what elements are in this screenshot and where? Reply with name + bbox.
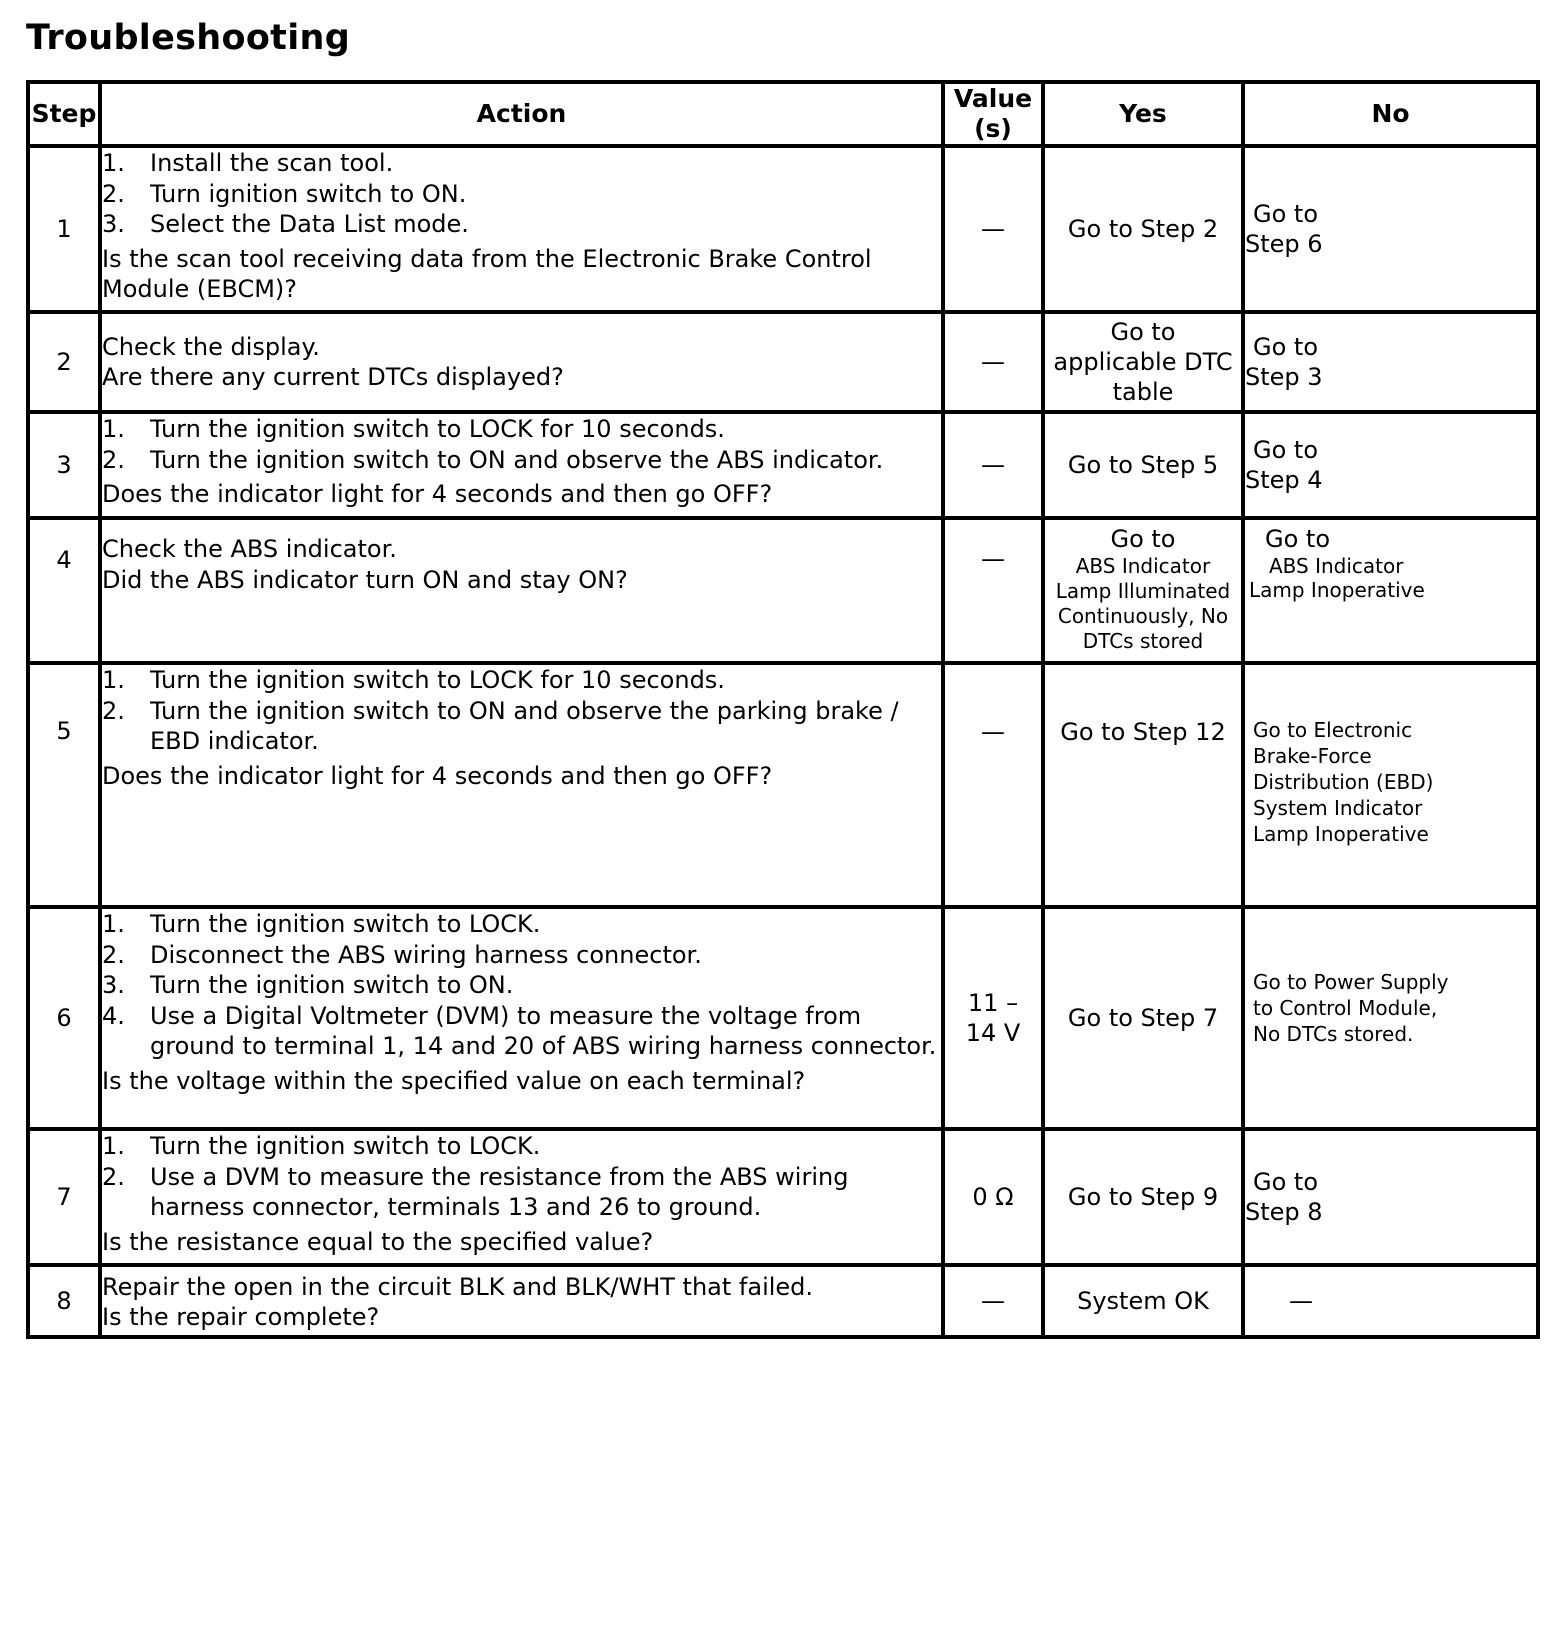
page-title: Troubleshooting	[26, 18, 351, 58]
yes-line: Go to	[1110, 525, 1176, 553]
no-cell	[1243, 663, 1538, 907]
yes-cell: Go to Step 7	[1043, 907, 1243, 1129]
yes-cell: Go to Step 12	[1043, 663, 1243, 907]
no-cell	[1243, 412, 1538, 518]
no-line: Go to	[1253, 436, 1319, 464]
action-list	[102, 665, 941, 757]
step-number: 6	[28, 907, 100, 1129]
action-item: 2. Turn ignition switch to ON.	[102, 179, 467, 208]
no-line: Go to Power Supply	[1253, 970, 1449, 994]
action-item-text: Install the scan tool.	[150, 149, 394, 177]
action-item-text: Turn the ignition switch to ON.	[150, 971, 514, 999]
yes-cell: System OK	[1043, 1265, 1243, 1337]
no-cell: —	[1243, 1265, 1538, 1337]
table-row	[28, 1129, 1538, 1265]
step-number: 8	[28, 1265, 100, 1337]
action-item: 1. Turn the ignition switch to LOCK.	[102, 910, 541, 938]
action-item-text: Turn ignition switch to ON.	[150, 179, 467, 208]
action-item-text: Use a DVM to measure the resistance from the ABS wiring harness connector, terminals 13 and 26 to ground.	[150, 1162, 849, 1221]
action-item-text: Turn the ignition switch to LOCK.	[150, 910, 541, 938]
no-cell	[1243, 907, 1538, 1129]
action-question: Is the voltage within the specified value on each terminal?	[102, 1066, 806, 1095]
action-item-text: Turn the ignition switch to LOCK for 10 seconds.	[150, 415, 725, 443]
step-number: 2	[28, 312, 100, 412]
value-line: 14 V	[965, 1019, 1021, 1047]
yes-cell: Go to Step 2	[1043, 146, 1243, 312]
value-cell: —	[943, 663, 1043, 907]
step-number: 7	[28, 1129, 100, 1265]
action-question: Is the scan tool receiving data from the Electronic Brake Control Module (EBCM)?	[102, 244, 872, 303]
action-list	[102, 148, 941, 240]
action-cell	[100, 1265, 943, 1337]
no-line: Step 4	[1245, 466, 1323, 494]
action-item-text: Disconnect the ABS wiring harness connector.	[150, 940, 702, 969]
action-text: Check the display.	[102, 332, 320, 361]
action-item-text: Select the Data List mode.	[150, 210, 469, 238]
action-cell	[100, 1129, 943, 1265]
no-line: Go to	[1253, 333, 1319, 361]
header-value-line1: Value	[953, 84, 1033, 113]
yes-line: Lamp Illuminated	[1055, 579, 1231, 603]
yes-line: table	[1112, 378, 1174, 406]
no-line: Step 8	[1245, 1198, 1323, 1226]
value-cell: 0 Ω	[943, 1129, 1043, 1265]
action-item-text: Turn the ignition switch to LOCK for 10 seconds.	[150, 666, 725, 694]
action-cell	[100, 663, 943, 907]
action-item: 1. Turn the ignition switch to LOCK for 10 seconds.	[102, 415, 725, 443]
action-item: 4. Use a Digital Voltmeter (DVM) to measure the voltage from ground to terminal 1, 14 and 20 of ABS wiring harness connector.	[102, 1001, 937, 1060]
yes-line: DTCs stored	[1082, 629, 1204, 653]
yes-line: Go to	[1110, 318, 1176, 346]
action-item: 1. Turn the ignition switch to LOCK.	[102, 1132, 541, 1160]
value-cell: —	[943, 412, 1043, 518]
yes-cell	[1043, 518, 1243, 663]
no-line: Step 6	[1245, 230, 1323, 258]
no-cell	[1243, 146, 1538, 312]
yes-line: ABS Indicator	[1075, 554, 1211, 578]
action-cell	[100, 907, 943, 1129]
action-cell	[100, 412, 943, 518]
action-item-text: Use a Digital Voltmeter (DVM) to measure the voltage from ground to terminal 1, 14 and 20 of ABS wiring harness connector.	[150, 1001, 937, 1060]
no-line: System Indicator	[1253, 796, 1423, 820]
header-no: No	[1243, 82, 1538, 146]
table-row	[28, 907, 1538, 1129]
yes-line: Continuously, No	[1057, 604, 1229, 628]
yes-line: applicable DTC	[1053, 348, 1233, 376]
action-question: Does the indicator light for 4 seconds and then go OFF?	[102, 761, 773, 790]
no-line: Lamp Inoperative	[1249, 578, 1425, 602]
action-item-text: Turn the ignition switch to ON and observe the parking brake / EBD indicator.	[150, 696, 899, 755]
no-cell	[1243, 312, 1538, 412]
table-row	[28, 312, 1538, 412]
action-item: 3. Select the Data List mode.	[102, 210, 469, 238]
header-value-line2: (s)	[974, 114, 1012, 143]
yes-cell: Go to Step 9	[1043, 1129, 1243, 1265]
no-line: Distribution (EBD)	[1253, 770, 1434, 794]
action-text: Check the ABS indicator.	[102, 535, 397, 563]
troubleshooting-table	[26, 80, 1540, 1339]
step-number: 1	[28, 146, 100, 312]
header-value	[943, 82, 1043, 146]
no-line: Lamp Inoperative	[1253, 822, 1429, 846]
header-yes: Yes	[1043, 82, 1243, 146]
header-action: Action	[100, 82, 943, 146]
no-line: to Control Module,	[1253, 996, 1438, 1020]
table-row	[28, 412, 1538, 518]
table-row	[28, 518, 1538, 663]
step-number: 5	[28, 663, 100, 907]
action-item-text: Turn the ignition switch to LOCK.	[150, 1132, 541, 1160]
table-row	[28, 1265, 1538, 1337]
step-number: 4	[28, 518, 100, 663]
no-cell	[1243, 518, 1538, 663]
yes-cell: Go to Step 5	[1043, 412, 1243, 518]
table-header-row	[28, 82, 1538, 146]
action-item: 2. Disconnect the ABS wiring harness connector.	[102, 940, 702, 969]
value-line: 11 –	[967, 989, 1019, 1017]
action-list	[102, 909, 941, 1062]
value-cell: —	[943, 518, 1043, 663]
action-list	[102, 414, 941, 475]
value-cell: —	[943, 146, 1043, 312]
no-cell	[1243, 1129, 1538, 1265]
value-cell	[943, 907, 1043, 1129]
action-item-text: Turn the ignition switch to ON and observe the ABS indicator.	[150, 445, 884, 474]
action-question: Is the repair complete?	[102, 1303, 380, 1331]
no-line: Go to	[1253, 1168, 1319, 1196]
action-item: 3. Turn the ignition switch to ON.	[102, 971, 514, 999]
action-question: Is the resistance equal to the specified value?	[102, 1227, 654, 1256]
action-item: 2. Turn the ignition switch to ON and observe the parking brake / EBD indicator.	[102, 696, 899, 755]
no-line: Go to	[1265, 525, 1331, 553]
action-item: 2. Use a DVM to measure the resistance from the ABS wiring harness connector, terminals 13 and 26 to ground.	[102, 1162, 849, 1221]
table-row	[28, 146, 1538, 312]
action-item: 1. Install the scan tool.	[102, 149, 394, 177]
no-line: Go to Electronic	[1253, 718, 1413, 742]
action-item: 1. Turn the ignition switch to LOCK for 10 seconds.	[102, 666, 725, 694]
action-cell	[100, 312, 943, 412]
no-line: Brake-Force	[1253, 744, 1372, 768]
action-item: 2. Turn the ignition switch to ON and observe the ABS indicator.	[102, 445, 884, 474]
value-cell: —	[943, 1265, 1043, 1337]
action-cell	[100, 518, 943, 663]
no-line: Step 3	[1245, 363, 1323, 391]
yes-cell	[1043, 312, 1243, 412]
action-list	[102, 1131, 941, 1223]
no-line: No DTCs stored.	[1253, 1022, 1414, 1046]
action-question: Are there any current DTCs displayed?	[102, 363, 564, 391]
action-text: Repair the open in the circuit BLK and BLK/WHT that failed.	[102, 1272, 814, 1301]
action-cell	[100, 146, 943, 312]
action-question: Does the indicator light for 4 seconds and then go OFF?	[102, 480, 773, 508]
table-row	[28, 663, 1538, 907]
step-number: 3	[28, 412, 100, 518]
header-step: Step	[28, 82, 100, 146]
value-cell: —	[943, 312, 1043, 412]
no-line: ABS Indicator	[1269, 554, 1404, 578]
no-line: Go to	[1253, 200, 1319, 228]
action-question: Did the ABS indicator turn ON and stay ON?	[102, 565, 628, 594]
